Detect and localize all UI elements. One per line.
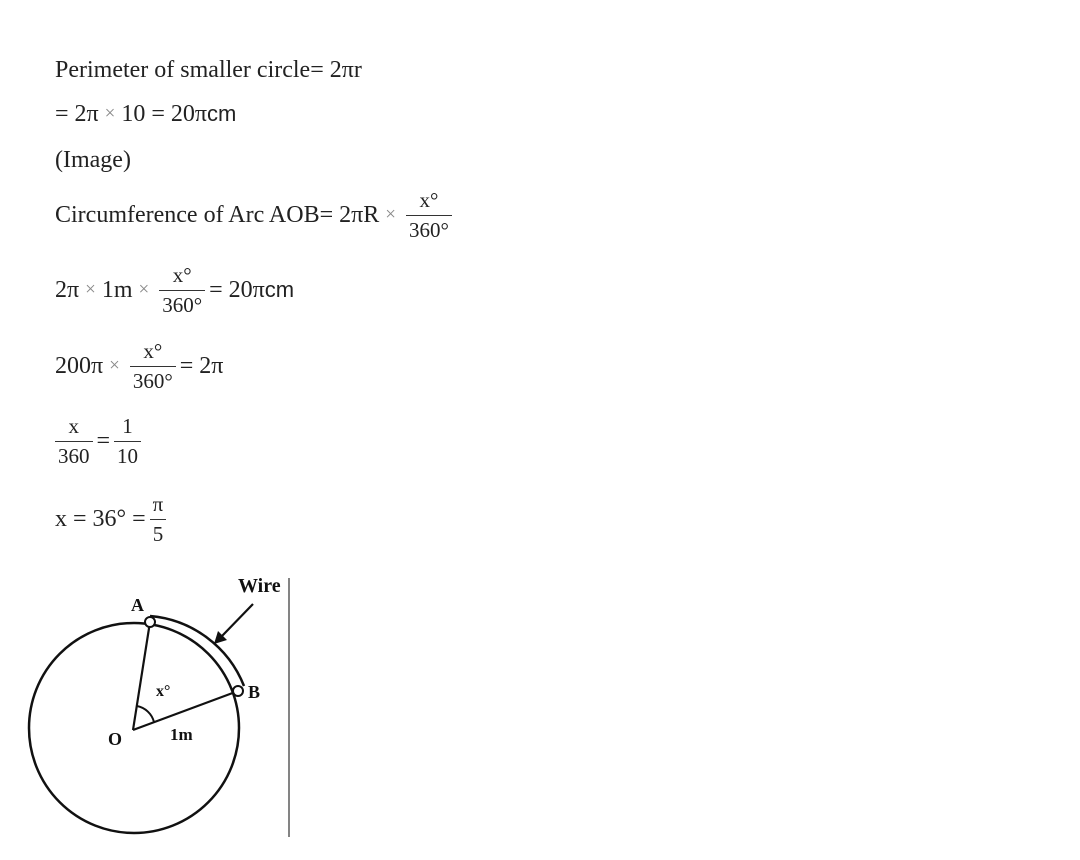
expr-right: 10 = 20π [121,101,208,127]
angle-marker [137,706,154,722]
label-b: B [248,682,261,702]
image-placeholder-text: (Image) [55,147,131,173]
solution-line-equation-1 [55,263,294,317]
expr-1m: 1m [101,277,133,303]
solution-line-image-placeholder [55,146,131,174]
fraction-denominator: 10 [114,441,141,468]
unit-cm: cm [207,101,237,126]
label-angle: x° [156,683,171,700]
expr-rhs: = 20π [209,277,265,303]
result-lhs: x = 36° = [55,506,146,532]
fraction-numerator: x [68,414,79,438]
fraction [406,188,452,242]
fraction [55,414,93,468]
fraction [150,492,167,546]
fraction-denominator: 360 [55,441,93,468]
solution-line-perimeter [55,56,362,84]
times-sign: × [109,355,120,376]
solution-line-result [55,492,170,546]
solution-line-perimeter-value [55,100,236,128]
fraction-numerator: x° [143,339,163,363]
label-radius: 1m [170,725,193,744]
fraction-numerator: x° [172,263,192,287]
times-sign: × [385,204,396,225]
fraction-denominator: 360° [130,366,176,393]
label-a: A [131,595,144,615]
fraction-denominator: 5 [150,519,167,546]
solution-line-arc-circumference [55,188,456,242]
solution-line-equation-2 [55,339,223,393]
label-wire: Wire [238,575,281,597]
expr-200pi: 200π [55,353,104,379]
radius-oa [133,622,150,730]
equals-sign: = [96,428,111,454]
expr-left: = 2π [55,101,99,127]
arc-lead-text: Circumference of Arc AOB= 2πR [55,202,380,228]
point-a [145,617,155,627]
label-o: O [108,729,123,749]
expr-2pi: 2π [55,277,80,303]
fraction-numerator: x° [419,188,439,212]
fraction-numerator: 1 [122,414,133,438]
solution-line-ratio [55,414,145,468]
wire-arrow-shaft [222,604,253,636]
perimeter-text: Perimeter of smaller circle= 2πr [55,57,362,83]
fraction [114,414,141,468]
times-sign: × [138,279,150,300]
fraction-denominator: 360° [406,215,452,242]
fraction-numerator: π [152,492,164,516]
fraction [130,339,176,393]
times-sign: × [104,103,116,124]
point-b [233,686,243,696]
fraction-denominator: 360° [159,290,205,317]
expr-rhs: = 2π [179,353,224,379]
fraction [159,263,205,317]
times-sign: × [85,279,96,300]
unit-cm: cm [264,277,295,302]
circle-arc-diagram [0,560,300,860]
